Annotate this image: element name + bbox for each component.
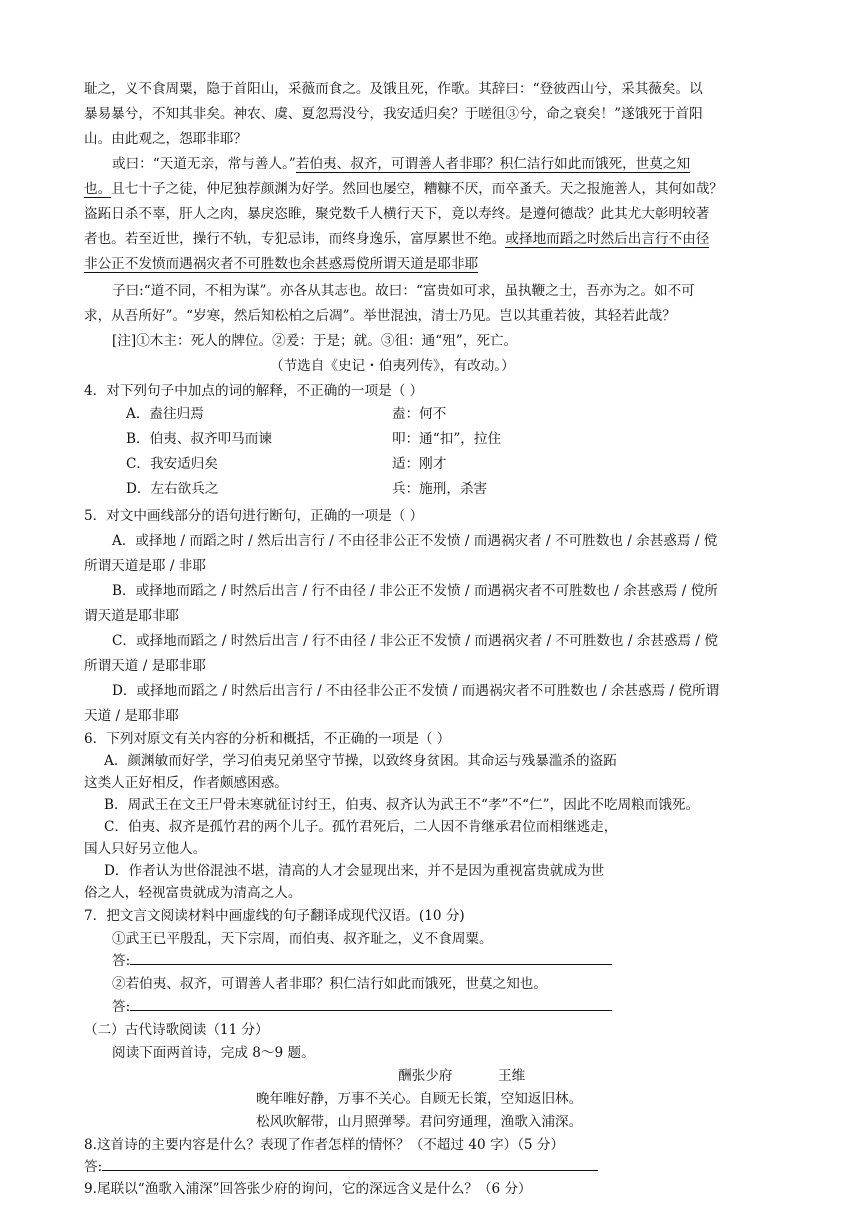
passage-line: 求，从吾所好”。“岁寒，然后知松柏之后凋”。举世混浊，清士乃见。岂以其重若彼，其轻若此哉？	[84, 308, 676, 324]
passage-line: 耻之，义不食周粟，隐于首阳山，采薇而食之。及饿且死，作歌。其辞曰：“登彼西山兮，采其薇矣。以	[84, 81, 703, 97]
q5-option-d-cont: 天道 / 是耶非耶	[84, 708, 179, 724]
passage-line: 盗跖日杀不辜，肝人之肉，暴戾恣睢，聚党数千人横行天下，竟以寿终。是遵何德哉？此其尤大彰明较著	[84, 206, 710, 222]
q7-answer-1: 答:	[112, 952, 612, 970]
passage-line: 或曰：“天道无亲，常与善人。”若伯夷、叔齐，可谓善人者非耶？积仁洁行如此而饿死，世莫之知	[112, 156, 691, 172]
passage-line: 也。且七十子之徒，仲尼独荐颜渊为好学。然回也屡空，糟糠不厌，而卒蚤夭。天之报施善人，其何如哉？	[84, 181, 723, 197]
section-heading: （二）古代诗歌阅读（11 分）	[84, 1022, 269, 1038]
q6-option-a[interactable]: A．颜渊敏而好学，学习伯夷兄弟坚守节操，以致终身贫困。其命运与残暴滥杀的盗跖	[104, 753, 617, 769]
poem-line: 松风吹解带，山月照弹琴。君问穷通理，渔歌入浦深。	[256, 1114, 583, 1130]
underlined-passage: 非公正不发愤而遇祸灾者不可胜数也余甚惑焉傥所谓天道是耶非耶	[84, 256, 479, 272]
q4-option-c[interactable]: C．我安适归矣	[126, 456, 218, 472]
question-7-stem: 7．把文言文阅读材料中画虚线的句子翻译成现代汉语。(10 分)	[84, 908, 465, 924]
underlined-sentence: 也。	[84, 181, 112, 197]
question-4-stem: 4．对下列句子中加点的词的解释，不正确的一项是（ ）	[84, 383, 424, 399]
poetry-intro: 阅读下面两首诗，完成 8～9 题。	[112, 1045, 315, 1061]
passage-line: 子曰:“道不同，不相为谋”。亦各从其志也。故曰：“富贵如可求，虽执鞭之士，吾亦为之。如不可	[112, 283, 695, 299]
passage-line	[84, 255, 478, 273]
q6-option-d[interactable]: D．作者认为世俗混浊不堪，清高的人才会显现出来，并不是因为重视富贵就成为世	[104, 863, 605, 879]
q4-option-d[interactable]: D．左右欲兵之	[126, 481, 219, 497]
q5-option-a-cont: 所谓天道是耶 / 非耶	[84, 558, 206, 574]
question-6-stem: 6．下列对原文有关内容的分析和概括，不正确的一项是（ ）	[84, 731, 451, 747]
question-8-stem: 8.这首诗的主要内容是什么？表现了作者怎样的情怀？（不超过 40 字）（5 分）	[84, 1137, 565, 1153]
q5-option-d[interactable]: D．或择地而蹈之 / 时然后出言行 / 不由径非公正不发愤 / 而遇祸灾者不可胜数也 / 余甚惑焉 / 傥所谓	[112, 683, 720, 699]
q4-option-d-gloss: 兵：施刑，杀害	[392, 481, 488, 497]
answer-line[interactable]	[102, 1158, 598, 1171]
q6-option-b[interactable]: B．周武王在文王尸骨未寒就征讨纣王，伯夷、叔齐认为武王不“孝”不“仁”，因此不吃周粮而饿死。	[104, 797, 700, 813]
q4-option-a-gloss: 盍：何不	[392, 406, 447, 422]
q6-option-a-cont: 这类人正好相反，作者颇感困惑。	[84, 775, 288, 791]
q6-option-c[interactable]: C．伯夷、叔齐是孤竹君的两个儿子。孤竹君死后，二人因不肯继承君位而相继逃走，	[104, 819, 618, 835]
q5-option-c[interactable]: C．或择地而蹈之 / 时然后出言 / 行不由径 / 非公正不发愤 / 而遇祸灾者 / 不可胜数也 / 余甚惑焉 / 傥	[112, 633, 718, 649]
q8-answer: 答:	[84, 1158, 598, 1176]
q4-option-c-gloss: 适：刚才	[392, 456, 447, 472]
q4-option-a[interactable]: A．盍往归焉	[126, 406, 204, 422]
underlined-passage: 或择地而蹈之时然后出言行不由径	[505, 231, 710, 247]
question-9-stem: 9.尾联以“渔歌入浦深”回答张少府的询问，它的深远含义是什么？（6 分）	[84, 1181, 532, 1197]
q5-option-a[interactable]: A．或择地 / 而蹈之时 / 然后出言行 / 不由径非公正不发愤 / 而遇祸灾者 / 不可胜数也 / 余甚惑焉 / 傥	[112, 533, 718, 549]
question-5-stem: 5．对文中画线部分的语句进行断句，正确的一项是（ ）	[84, 508, 424, 524]
q5-option-b[interactable]: B．或择地而蹈之 / 时然后出言 / 行不由径 / 非公正不发愤 / 而遇祸灾者不可胜数也 / 余甚惑焉 / 傥所	[112, 583, 718, 599]
poem-line: 晚年唯好静，万事不关心。自顾无长策，空知返旧林。	[256, 1091, 583, 1107]
source-citation: （节选自《史记・伯夷列传》，有改动。）	[270, 358, 515, 374]
passage-line: 暴易暴兮，不知其非矣。神农、虞、夏忽焉没兮，我安适归矣？于嗟徂③兮，命之衰矣！”遂饿死于首阳	[84, 106, 703, 122]
poem-title: 酬张少府	[398, 1068, 453, 1084]
poem-author: 王维	[498, 1068, 526, 1084]
answer-line[interactable]	[130, 952, 612, 965]
q5-option-b-cont: 谓天道是耶非耶	[84, 608, 180, 624]
q4-option-b[interactable]: B．伯夷、叔齐叩马而谏	[126, 431, 272, 447]
passage-line: 山。由此观之，怨耶非耶？	[84, 131, 248, 147]
q6-option-c-cont: 国人只好另立他人。	[84, 841, 207, 857]
q6-option-d-cont: 俗之人，轻视富贵就成为清高之人。	[84, 885, 302, 901]
q7-sentence-2: ②若伯夷、叔齐，可谓善人者非耶？积仁洁行如此而饿死，世莫之知也。	[112, 976, 547, 992]
answer-line[interactable]	[130, 998, 612, 1011]
q5-option-c-cont: 所谓天道 / 是耶非耶	[84, 658, 206, 674]
q7-sentence-1: ①武王已平殷乱，天下宗周，而伯夷、叔齐耻之，义不食周粟。	[112, 931, 493, 947]
underlined-sentence: 若伯夷、叔齐，可谓善人者非耶？积仁洁行如此而饿死，世莫之知	[295, 156, 691, 172]
q7-answer-2: 答:	[112, 998, 612, 1016]
passage-line: 者也。若至近世，操行不轨，专犯忌讳，而终身逸乐，富厚累世不绝。或择地而蹈之时然后出言行不由径	[84, 231, 710, 247]
annotation-note: [注]①木主：死人的牌位。②爰：于是；就。③徂：通“殂”，死亡。	[112, 333, 518, 349]
q4-option-b-gloss: 叩：通“扣”，拉住	[392, 431, 502, 447]
